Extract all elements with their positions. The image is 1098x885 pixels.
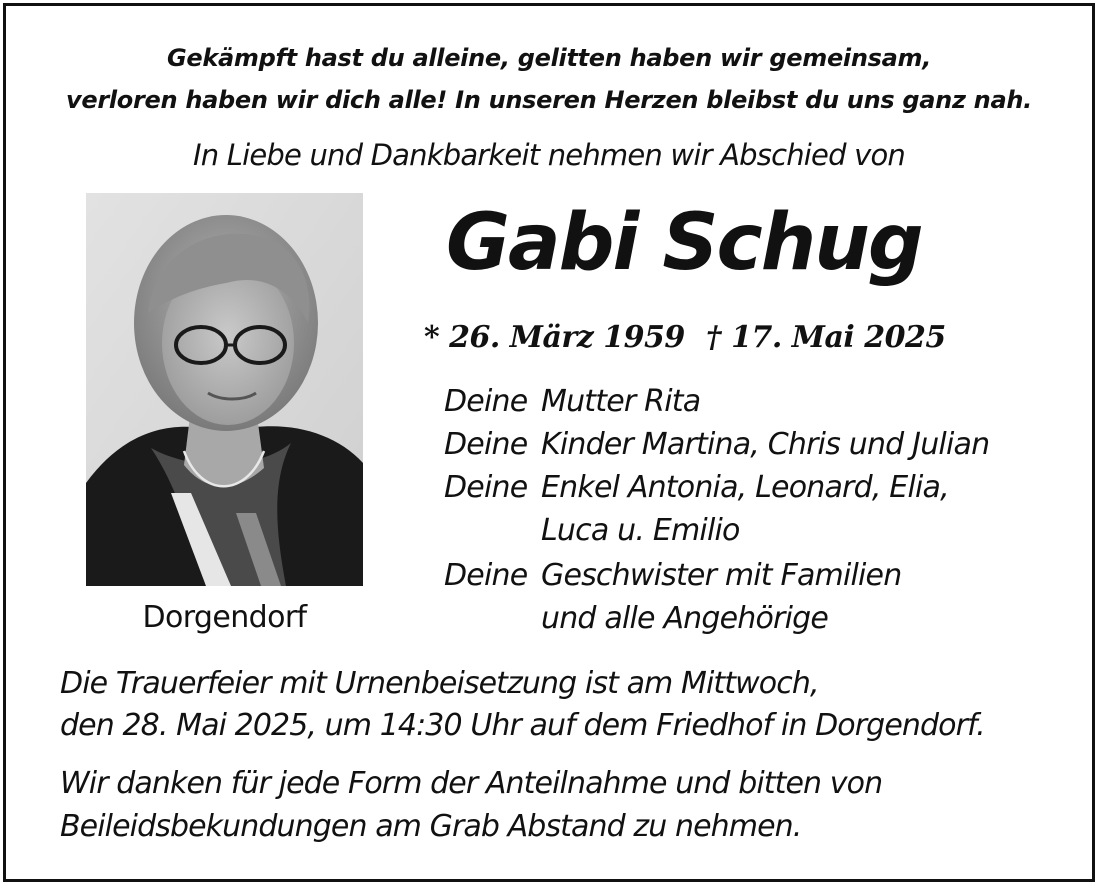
- motto-line-1: Gekämpft hast du alleine, gelitten haben wir gemeinsam,: [166, 44, 932, 72]
- mourner-prefix: Deine: [444, 384, 528, 419]
- thanks-line-1: Wir danken für jede Form der Anteilnahme und bitten von: [60, 766, 883, 801]
- death-date: † 17. Mai 2025: [706, 320, 946, 355]
- motto-line-2: verloren haben wir dich alle! In unseren Herzen bleibst du uns ganz nah.: [66, 86, 1032, 114]
- mourner-prefix: Deine: [444, 470, 528, 505]
- portrait-photo: [86, 193, 363, 586]
- mourner-entry: Kinder Martina, Chris und Julian: [541, 427, 990, 462]
- mourner-prefix: Deine: [444, 558, 528, 593]
- mourner-prefix: Deine: [444, 427, 528, 462]
- intro-text: In Liebe und Dankbarkeit nehmen wir Abschied von: [192, 138, 906, 172]
- mourner-entry: Mutter Rita: [541, 384, 701, 419]
- hometown: Dorgendorf: [142, 600, 307, 635]
- ceremony-line-1: Die Trauerfeier mit Urnenbeisetzung ist am Mittwoch,: [60, 666, 819, 701]
- ceremony-line-2: den 28. Mai 2025, um 14:30 Uhr auf dem Friedhof in Dorgendorf.: [60, 708, 985, 743]
- deceased-name: Gabi Schug: [446, 198, 922, 288]
- mourner-entry: Enkel Antonia, Leonard, Elia,: [541, 470, 949, 505]
- mourner-entry: und alle Angehörige: [541, 601, 829, 636]
- mourner-entry: Luca u. Emilio: [541, 513, 740, 548]
- thanks-line-2: Beileidsbekundungen am Grab Abstand zu nehmen.: [60, 809, 802, 844]
- birth-date: * 26. März 1959: [424, 320, 685, 355]
- mourner-entry: Geschwister mit Familien: [541, 558, 902, 593]
